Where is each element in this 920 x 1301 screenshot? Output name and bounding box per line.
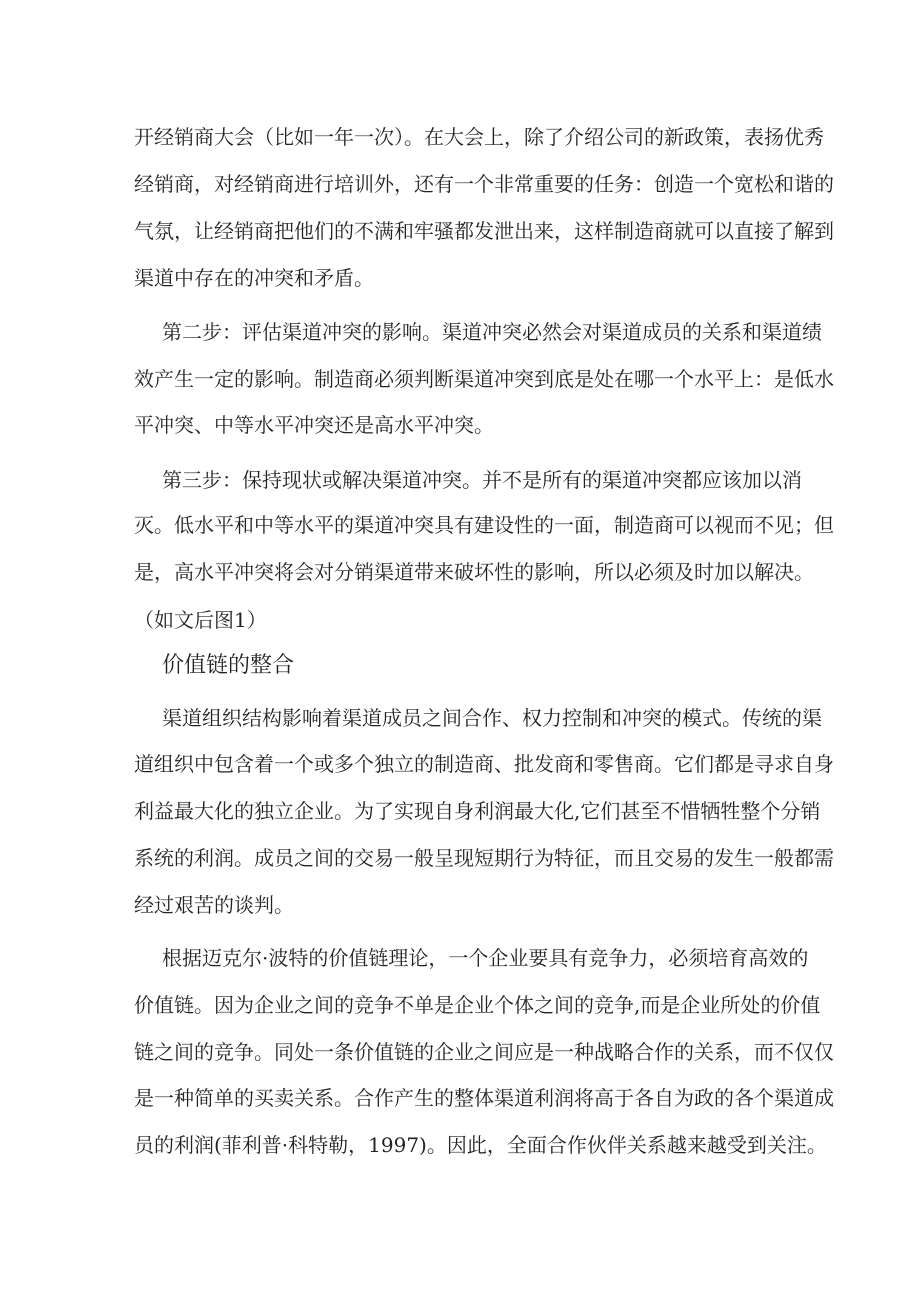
text-line: 利益最大化的独立企业。为了实现自身利润最大化,它们甚至不惜牺牲整个分销 [134,799,821,823]
text-line: 气氛，让经销商把他们的不满和牢骚都发泄出来，这样制造商就可以直接了解到 [134,219,834,243]
text-line: 员的利润(菲利普·科特勒，1997)。因此，全面合作伙伴关系越来越受到关注。 [134,1133,827,1157]
text-line: 渠道中存在的冲突和矛盾。 [134,266,374,290]
text-line: 是一种简单的买卖关系。合作产生的整体渠道利润将高于各自为政的各个渠道成 [134,1086,834,1110]
text-line: 价值链。因为企业之间的竞争不单是企业个体之间的竞争,而是企业所处的价值 [134,993,821,1017]
text-line: 链之间的竞争。同处一条价值链的企业之间应是一种战略合作的关系，而不仅仅 [134,1040,834,1064]
text-line: 平冲突、中等水平冲突还是高水平冲突。 [134,413,494,437]
text-line: 经过艰苦的谈判。 [134,893,294,917]
text-line: 灭。低水平和中等水平的渠道冲突具有建设性的一面，制造商可以视而不见；但 [134,513,834,537]
text-line: 道组织中包含着一个或多个独立的制造商、批发商和零售商。它们都是寻求自身 [134,752,834,776]
text-line: 效产生一定的影响。制造商必须判断渠道冲突到底是处在哪一个水平上：是低水 [134,367,834,391]
text-line: 根据迈克尔·波特的价值链理论，一个企业要具有竞争力，必须培育高效的 [162,946,809,970]
text-line: 经销商，对经销商进行培训外，还有一个非常重要的任务：创造一个宽松和谐的 [134,172,834,196]
figure-reference: （如文后图1） [134,608,267,632]
section-heading: 价值链的整合 [162,653,295,678]
text-line: 第二步：评估渠道冲突的影响。渠道冲突必然会对渠道成员的关系和渠道绩 [162,320,822,344]
text-line: 开经销商大会（比如一年一次）。在大会上，除了介绍公司的新政策，表扬优秀 [134,125,824,149]
text-line: 第三步：保持现状或解决渠道冲突。并不是所有的渠道冲突都应该加以消 [162,468,802,492]
text-line: 渠道组织结构影响着渠道成员之间合作、权力控制和冲突的模式。传统的渠 [162,706,822,730]
text-line: 是，高水平冲突将会对分销渠道带来破坏性的影响，所以必须及时加以解决。 [134,560,814,584]
text-line: 系统的利润。成员之间的交易一般呈现短期行为特征，而且交易的发生一般都需 [134,846,834,870]
